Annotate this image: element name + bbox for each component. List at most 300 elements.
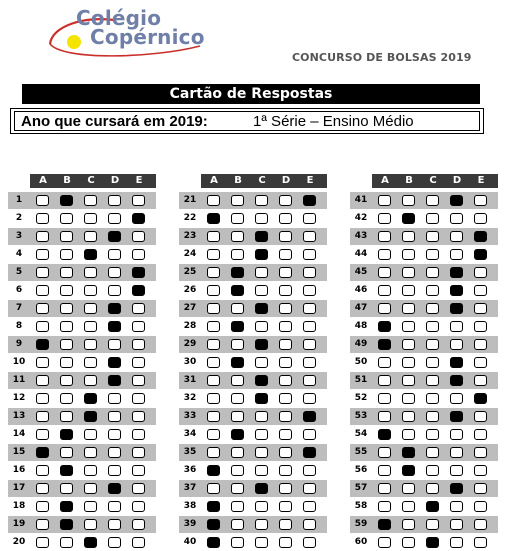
answer-bubble-d[interactable] [108, 447, 121, 458]
answer-bubble-c[interactable] [255, 393, 268, 404]
answer-bubble-b[interactable] [402, 231, 415, 242]
answer-bubble-e[interactable] [132, 195, 145, 206]
answer-bubble-e[interactable] [132, 447, 145, 458]
answer-bubble-b[interactable] [402, 411, 415, 422]
answer-bubble-a[interactable] [36, 357, 49, 368]
answer-bubble-c[interactable] [426, 321, 439, 332]
answer-bubble-e[interactable] [474, 393, 487, 404]
answer-bubble-a[interactable] [36, 501, 49, 512]
answer-bubble-e[interactable] [303, 303, 316, 314]
answer-bubble-a[interactable] [378, 195, 391, 206]
answer-bubble-b[interactable] [231, 501, 244, 512]
answer-bubble-c[interactable] [84, 249, 97, 260]
answer-bubble-d[interactable] [450, 285, 463, 296]
answer-bubble-b[interactable] [402, 537, 415, 548]
answer-bubble-b[interactable] [60, 411, 73, 422]
answer-bubble-e[interactable] [474, 483, 487, 494]
answer-bubble-e[interactable] [303, 483, 316, 494]
answer-bubble-e[interactable] [303, 501, 316, 512]
answer-bubble-b[interactable] [402, 483, 415, 494]
answer-bubble-c[interactable] [255, 231, 268, 242]
answer-bubble-d[interactable] [108, 393, 121, 404]
answer-bubble-a[interactable] [207, 321, 220, 332]
answer-bubble-e[interactable] [303, 285, 316, 296]
answer-bubble-c[interactable] [84, 321, 97, 332]
answer-bubble-b[interactable] [60, 465, 73, 476]
answer-bubble-a[interactable] [36, 483, 49, 494]
answer-bubble-e[interactable] [132, 285, 145, 296]
answer-bubble-a[interactable] [378, 483, 391, 494]
answer-bubble-c[interactable] [255, 375, 268, 386]
answer-bubble-e[interactable] [474, 519, 487, 530]
answer-bubble-d[interactable] [450, 447, 463, 458]
answer-bubble-a[interactable] [378, 303, 391, 314]
answer-bubble-c[interactable] [426, 195, 439, 206]
answer-bubble-d[interactable] [279, 195, 292, 206]
answer-bubble-e[interactable] [303, 519, 316, 530]
answer-bubble-c[interactable] [426, 429, 439, 440]
answer-bubble-d[interactable] [108, 267, 121, 278]
answer-bubble-a[interactable] [378, 501, 391, 512]
answer-bubble-b[interactable] [231, 447, 244, 458]
answer-bubble-d[interactable] [450, 483, 463, 494]
answer-bubble-c[interactable] [255, 267, 268, 278]
answer-bubble-b[interactable] [402, 465, 415, 476]
answer-bubble-b[interactable] [60, 339, 73, 350]
answer-bubble-d[interactable] [108, 429, 121, 440]
answer-bubble-e[interactable] [132, 267, 145, 278]
answer-bubble-d[interactable] [450, 393, 463, 404]
answer-bubble-c[interactable] [255, 321, 268, 332]
answer-bubble-e[interactable] [474, 213, 487, 224]
answer-bubble-b[interactable] [60, 267, 73, 278]
answer-bubble-e[interactable] [474, 339, 487, 350]
answer-bubble-a[interactable] [207, 285, 220, 296]
answer-bubble-a[interactable] [36, 231, 49, 242]
answer-bubble-d[interactable] [279, 303, 292, 314]
answer-bubble-a[interactable] [36, 375, 49, 386]
answer-bubble-a[interactable] [36, 285, 49, 296]
answer-bubble-d[interactable] [279, 393, 292, 404]
answer-bubble-a[interactable] [207, 411, 220, 422]
answer-bubble-e[interactable] [132, 231, 145, 242]
answer-bubble-a[interactable] [36, 393, 49, 404]
answer-bubble-b[interactable] [60, 537, 73, 548]
answer-bubble-d[interactable] [108, 213, 121, 224]
answer-bubble-e[interactable] [132, 249, 145, 260]
answer-bubble-b[interactable] [231, 357, 244, 368]
answer-bubble-c[interactable] [426, 231, 439, 242]
answer-bubble-a[interactable] [378, 465, 391, 476]
answer-bubble-e[interactable] [303, 321, 316, 332]
answer-bubble-d[interactable] [279, 411, 292, 422]
answer-bubble-d[interactable] [450, 249, 463, 260]
answer-bubble-b[interactable] [231, 483, 244, 494]
answer-bubble-c[interactable] [255, 303, 268, 314]
answer-bubble-a[interactable] [36, 249, 49, 260]
answer-bubble-b[interactable] [60, 303, 73, 314]
answer-bubble-e[interactable] [132, 501, 145, 512]
answer-bubble-b[interactable] [402, 267, 415, 278]
answer-bubble-c[interactable] [84, 231, 97, 242]
answer-bubble-a[interactable] [378, 447, 391, 458]
answer-bubble-d[interactable] [450, 411, 463, 422]
answer-bubble-c[interactable] [255, 339, 268, 350]
answer-bubble-b[interactable] [60, 321, 73, 332]
answer-bubble-a[interactable] [207, 375, 220, 386]
answer-bubble-d[interactable] [108, 375, 121, 386]
answer-bubble-c[interactable] [84, 519, 97, 530]
answer-bubble-c[interactable] [84, 195, 97, 206]
answer-bubble-e[interactable] [303, 411, 316, 422]
answer-bubble-e[interactable] [303, 213, 316, 224]
answer-bubble-a[interactable] [36, 339, 49, 350]
answer-bubble-d[interactable] [450, 537, 463, 548]
answer-bubble-a[interactable] [207, 213, 220, 224]
answer-bubble-a[interactable] [36, 447, 49, 458]
answer-bubble-b[interactable] [60, 213, 73, 224]
answer-bubble-d[interactable] [108, 321, 121, 332]
answer-bubble-e[interactable] [132, 303, 145, 314]
answer-bubble-b[interactable] [60, 285, 73, 296]
answer-bubble-a[interactable] [207, 195, 220, 206]
answer-bubble-e[interactable] [132, 483, 145, 494]
answer-bubble-c[interactable] [84, 411, 97, 422]
answer-bubble-c[interactable] [426, 375, 439, 386]
answer-bubble-b[interactable] [402, 321, 415, 332]
answer-bubble-c[interactable] [255, 501, 268, 512]
answer-bubble-a[interactable] [36, 195, 49, 206]
answer-bubble-e[interactable] [474, 231, 487, 242]
answer-bubble-a[interactable] [378, 411, 391, 422]
answer-bubble-a[interactable] [378, 519, 391, 530]
answer-bubble-b[interactable] [402, 393, 415, 404]
answer-bubble-d[interactable] [108, 195, 121, 206]
answer-bubble-d[interactable] [279, 483, 292, 494]
answer-bubble-c[interactable] [426, 213, 439, 224]
answer-bubble-a[interactable] [36, 321, 49, 332]
answer-bubble-b[interactable] [402, 447, 415, 458]
answer-bubble-e[interactable] [474, 537, 487, 548]
answer-bubble-c[interactable] [426, 393, 439, 404]
answer-bubble-c[interactable] [255, 195, 268, 206]
answer-bubble-e[interactable] [303, 339, 316, 350]
answer-bubble-d[interactable] [450, 321, 463, 332]
answer-bubble-e[interactable] [474, 465, 487, 476]
answer-bubble-e[interactable] [303, 249, 316, 260]
answer-bubble-c[interactable] [255, 519, 268, 530]
answer-bubble-b[interactable] [231, 519, 244, 530]
answer-bubble-c[interactable] [255, 429, 268, 440]
answer-bubble-e[interactable] [303, 357, 316, 368]
answer-bubble-a[interactable] [207, 483, 220, 494]
answer-bubble-a[interactable] [378, 357, 391, 368]
answer-bubble-e[interactable] [132, 537, 145, 548]
answer-bubble-a[interactable] [378, 249, 391, 260]
answer-bubble-b[interactable] [60, 231, 73, 242]
answer-bubble-a[interactable] [207, 357, 220, 368]
answer-bubble-d[interactable] [108, 285, 121, 296]
answer-bubble-b[interactable] [402, 375, 415, 386]
answer-bubble-a[interactable] [207, 339, 220, 350]
answer-bubble-e[interactable] [132, 393, 145, 404]
answer-bubble-c[interactable] [255, 447, 268, 458]
answer-bubble-b[interactable] [402, 429, 415, 440]
answer-bubble-d[interactable] [279, 501, 292, 512]
answer-bubble-e[interactable] [132, 321, 145, 332]
answer-bubble-d[interactable] [279, 267, 292, 278]
answer-bubble-d[interactable] [108, 249, 121, 260]
answer-bubble-e[interactable] [303, 429, 316, 440]
answer-bubble-b[interactable] [402, 303, 415, 314]
answer-bubble-d[interactable] [450, 501, 463, 512]
answer-bubble-a[interactable] [207, 267, 220, 278]
answer-bubble-a[interactable] [207, 447, 220, 458]
answer-bubble-b[interactable] [60, 447, 73, 458]
answer-bubble-d[interactable] [108, 465, 121, 476]
answer-bubble-a[interactable] [207, 249, 220, 260]
answer-bubble-c[interactable] [255, 411, 268, 422]
answer-bubble-b[interactable] [231, 267, 244, 278]
answer-bubble-d[interactable] [279, 519, 292, 530]
answer-bubble-e[interactable] [474, 411, 487, 422]
answer-bubble-d[interactable] [279, 375, 292, 386]
answer-bubble-e[interactable] [303, 375, 316, 386]
answer-bubble-b[interactable] [402, 195, 415, 206]
answer-bubble-d[interactable] [279, 339, 292, 350]
answer-bubble-a[interactable] [378, 429, 391, 440]
answer-bubble-b[interactable] [231, 195, 244, 206]
answer-bubble-c[interactable] [255, 537, 268, 548]
answer-bubble-d[interactable] [450, 357, 463, 368]
answer-bubble-b[interactable] [402, 285, 415, 296]
answer-bubble-b[interactable] [60, 501, 73, 512]
answer-bubble-d[interactable] [450, 303, 463, 314]
answer-bubble-c[interactable] [84, 465, 97, 476]
answer-bubble-b[interactable] [231, 285, 244, 296]
answer-bubble-d[interactable] [108, 411, 121, 422]
answer-bubble-c[interactable] [255, 213, 268, 224]
answer-bubble-c[interactable] [426, 411, 439, 422]
answer-bubble-a[interactable] [207, 231, 220, 242]
answer-bubble-a[interactable] [207, 429, 220, 440]
answer-bubble-c[interactable] [84, 213, 97, 224]
answer-bubble-a[interactable] [207, 465, 220, 476]
answer-bubble-a[interactable] [207, 519, 220, 530]
answer-bubble-b[interactable] [231, 321, 244, 332]
answer-bubble-e[interactable] [474, 303, 487, 314]
answer-bubble-e[interactable] [303, 537, 316, 548]
answer-bubble-e[interactable] [474, 447, 487, 458]
answer-bubble-a[interactable] [378, 339, 391, 350]
answer-bubble-b[interactable] [231, 213, 244, 224]
answer-bubble-c[interactable] [84, 429, 97, 440]
answer-bubble-b[interactable] [60, 357, 73, 368]
answer-bubble-b[interactable] [231, 375, 244, 386]
answer-bubble-c[interactable] [426, 465, 439, 476]
answer-bubble-c[interactable] [426, 267, 439, 278]
answer-bubble-e[interactable] [303, 195, 316, 206]
answer-bubble-e[interactable] [303, 465, 316, 476]
answer-bubble-c[interactable] [84, 375, 97, 386]
answer-bubble-c[interactable] [426, 357, 439, 368]
answer-bubble-a[interactable] [207, 537, 220, 548]
answer-bubble-b[interactable] [231, 303, 244, 314]
answer-bubble-a[interactable] [36, 213, 49, 224]
answer-bubble-c[interactable] [84, 357, 97, 368]
answer-bubble-a[interactable] [378, 267, 391, 278]
answer-bubble-a[interactable] [378, 375, 391, 386]
answer-bubble-b[interactable] [60, 483, 73, 494]
answer-bubble-d[interactable] [450, 231, 463, 242]
answer-bubble-d[interactable] [108, 483, 121, 494]
answer-bubble-b[interactable] [231, 249, 244, 260]
answer-bubble-b[interactable] [60, 429, 73, 440]
answer-bubble-e[interactable] [474, 267, 487, 278]
answer-bubble-c[interactable] [255, 465, 268, 476]
answer-bubble-e[interactable] [474, 249, 487, 260]
answer-bubble-c[interactable] [426, 285, 439, 296]
answer-bubble-c[interactable] [426, 501, 439, 512]
answer-bubble-a[interactable] [378, 231, 391, 242]
answer-bubble-b[interactable] [402, 357, 415, 368]
answer-bubble-e[interactable] [132, 357, 145, 368]
answer-bubble-a[interactable] [36, 519, 49, 530]
answer-bubble-e[interactable] [303, 393, 316, 404]
answer-bubble-d[interactable] [279, 231, 292, 242]
answer-bubble-a[interactable] [36, 303, 49, 314]
answer-bubble-b[interactable] [231, 231, 244, 242]
answer-bubble-a[interactable] [378, 321, 391, 332]
answer-bubble-b[interactable] [231, 339, 244, 350]
answer-bubble-e[interactable] [132, 213, 145, 224]
answer-bubble-c[interactable] [84, 303, 97, 314]
answer-bubble-d[interactable] [279, 537, 292, 548]
answer-bubble-c[interactable] [426, 447, 439, 458]
answer-bubble-d[interactable] [279, 249, 292, 260]
answer-bubble-d[interactable] [450, 429, 463, 440]
answer-bubble-a[interactable] [36, 411, 49, 422]
answer-bubble-c[interactable] [426, 249, 439, 260]
answer-bubble-d[interactable] [108, 537, 121, 548]
answer-bubble-c[interactable] [84, 483, 97, 494]
answer-bubble-a[interactable] [207, 393, 220, 404]
answer-bubble-d[interactable] [279, 357, 292, 368]
answer-bubble-e[interactable] [132, 465, 145, 476]
answer-bubble-a[interactable] [207, 501, 220, 512]
answer-bubble-c[interactable] [84, 447, 97, 458]
answer-bubble-c[interactable] [426, 483, 439, 494]
answer-bubble-e[interactable] [132, 519, 145, 530]
answer-bubble-e[interactable] [474, 285, 487, 296]
answer-bubble-d[interactable] [279, 429, 292, 440]
answer-bubble-b[interactable] [231, 537, 244, 548]
answer-bubble-e[interactable] [474, 357, 487, 368]
answer-bubble-a[interactable] [36, 465, 49, 476]
answer-bubble-a[interactable] [378, 285, 391, 296]
answer-bubble-c[interactable] [84, 501, 97, 512]
answer-bubble-c[interactable] [255, 285, 268, 296]
answer-bubble-b[interactable] [402, 519, 415, 530]
answer-bubble-e[interactable] [132, 411, 145, 422]
answer-bubble-c[interactable] [426, 339, 439, 350]
answer-bubble-a[interactable] [36, 429, 49, 440]
answer-bubble-d[interactable] [450, 465, 463, 476]
answer-bubble-e[interactable] [303, 267, 316, 278]
answer-bubble-d[interactable] [279, 213, 292, 224]
answer-bubble-b[interactable] [231, 411, 244, 422]
answer-bubble-e[interactable] [474, 429, 487, 440]
answer-bubble-d[interactable] [279, 447, 292, 458]
answer-bubble-b[interactable] [231, 429, 244, 440]
answer-bubble-d[interactable] [450, 339, 463, 350]
answer-bubble-d[interactable] [108, 231, 121, 242]
answer-bubble-c[interactable] [426, 537, 439, 548]
answer-bubble-b[interactable] [60, 519, 73, 530]
answer-bubble-d[interactable] [279, 465, 292, 476]
answer-bubble-e[interactable] [303, 447, 316, 458]
answer-bubble-b[interactable] [231, 393, 244, 404]
answer-bubble-c[interactable] [84, 393, 97, 404]
answer-bubble-a[interactable] [378, 213, 391, 224]
answer-bubble-e[interactable] [132, 375, 145, 386]
answer-bubble-c[interactable] [426, 519, 439, 530]
answer-bubble-d[interactable] [450, 519, 463, 530]
answer-bubble-d[interactable] [450, 195, 463, 206]
answer-bubble-d[interactable] [108, 339, 121, 350]
answer-bubble-d[interactable] [108, 303, 121, 314]
answer-bubble-c[interactable] [84, 339, 97, 350]
answer-bubble-b[interactable] [60, 249, 73, 260]
answer-bubble-b[interactable] [60, 393, 73, 404]
answer-bubble-d[interactable] [450, 375, 463, 386]
answer-bubble-c[interactable] [84, 267, 97, 278]
answer-bubble-e[interactable] [303, 231, 316, 242]
answer-bubble-d[interactable] [450, 267, 463, 278]
answer-bubble-d[interactable] [279, 285, 292, 296]
answer-bubble-e[interactable] [474, 375, 487, 386]
answer-bubble-b[interactable] [402, 339, 415, 350]
answer-bubble-e[interactable] [474, 321, 487, 332]
answer-bubble-a[interactable] [378, 537, 391, 548]
answer-bubble-d[interactable] [108, 519, 121, 530]
answer-bubble-d[interactable] [450, 213, 463, 224]
answer-bubble-e[interactable] [132, 339, 145, 350]
answer-bubble-b[interactable] [60, 195, 73, 206]
answer-bubble-a[interactable] [378, 393, 391, 404]
answer-bubble-b[interactable] [402, 501, 415, 512]
answer-bubble-c[interactable] [84, 537, 97, 548]
answer-bubble-c[interactable] [426, 303, 439, 314]
answer-bubble-b[interactable] [402, 249, 415, 260]
answer-bubble-c[interactable] [255, 483, 268, 494]
answer-bubble-a[interactable] [36, 537, 49, 548]
answer-bubble-c[interactable] [255, 249, 268, 260]
answer-bubble-b[interactable] [402, 213, 415, 224]
answer-bubble-e[interactable] [474, 501, 487, 512]
answer-bubble-e[interactable] [474, 195, 487, 206]
answer-bubble-d[interactable] [108, 357, 121, 368]
answer-bubble-d[interactable] [279, 321, 292, 332]
answer-bubble-e[interactable] [132, 429, 145, 440]
answer-bubble-c[interactable] [255, 357, 268, 368]
answer-bubble-c[interactable] [84, 285, 97, 296]
answer-bubble-d[interactable] [108, 501, 121, 512]
answer-bubble-b[interactable] [231, 465, 244, 476]
answer-bubble-a[interactable] [36, 267, 49, 278]
answer-bubble-a[interactable] [207, 303, 220, 314]
answer-bubble-b[interactable] [60, 375, 73, 386]
